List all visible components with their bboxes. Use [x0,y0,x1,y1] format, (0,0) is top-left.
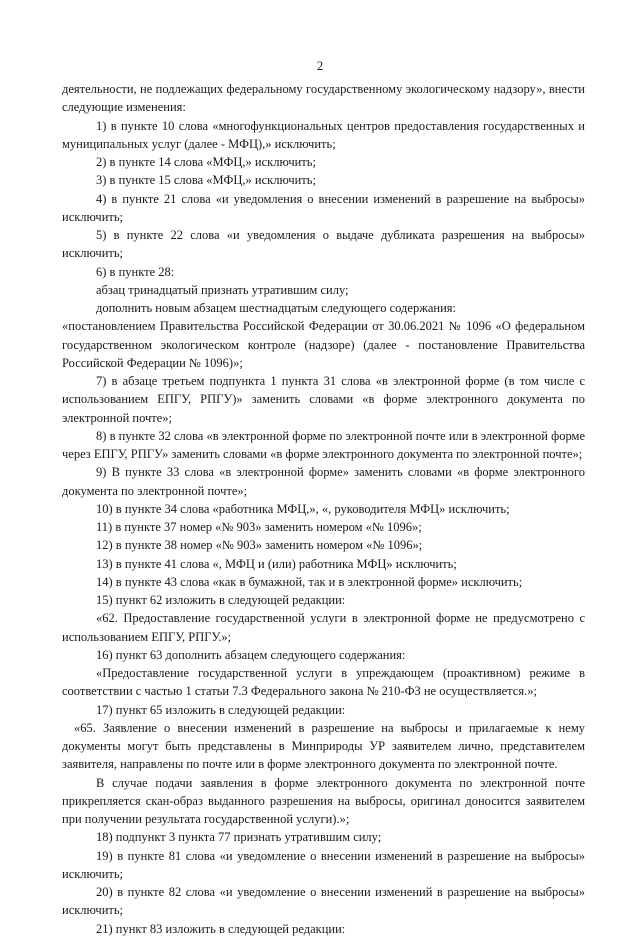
paragraph: В случае подачи заявления в форме электронного документа по электронной почте прикрепляется скан-образ выданного разрешения на выбросы, оригинал доносится заявителем при получении результата государственной услуги).»; [62,775,585,826]
paragraph: «62. Предоставление государственной услуги в электронной форме не предусмотрено с использованием ЕПГУ, РПГУ.»; [62,611,585,644]
paragraph: 3) в пункте 15 слова «МФЦ,» исключить; [96,173,316,188]
paragraph: абзац тринадцатый признать утратившим силу; [96,282,349,297]
paragraph: 17) пункт 65 изложить в следующей редакции: [96,702,346,717]
document-body [62,80,585,938]
paragraph: 8) в пункте 32 слова «в электронной форме по электронной почте или в электронной форме через ЕПГУ, РПГУ» заменить словами «в форме электронного документа по электронной почте»; [62,428,585,461]
paragraph: 19) в пункте 81 слова «и уведомление о внесении изменений в разрешение на выбросы» исключить; [62,848,585,881]
paragraph: 10) в пункте 34 слова «работника МФЦ,», «, руководителя МФЦ» исключить; [96,501,510,516]
page-number: 2 [316,58,324,73]
paragraph: 5) в пункте 22 слова «и уведомления о выдаче дубликата разрешения на выбросы» исключить; [62,228,585,261]
paragraph: 20) в пункте 82 слова «и уведомление о внесении изменений в разрешение на выбросы» исключить; [62,885,585,918]
paragraph: 11) в пункте 37 номер «№ 903» заменить номером «№ 1096»; [96,520,422,534]
paragraph: 9) В пункте 33 слова «в электронной форме» заменить словами «в форме электронного документа по электронной почте»; [62,465,585,498]
paragraph: 14) в пункте 43 слова «как в бумажной, так и в электронной форме» исключить; [96,574,523,589]
paragraph: 15) пункт 62 изложить в следующей редакции: [96,593,346,607]
paragraph: «постановлением Правительства Российской Федерации от 30.06.2021 № 1096 «О федеральном государственном экологическом контроле (надзоре) (далее - постановление Правительства Российской Федерации № 1096)»; [62,319,585,370]
paragraph: деятельности, не подлежащих федеральному государственному экологическому надзору», внести следующие изменения: [62,82,585,115]
paragraph: 7) в абзаце третьем подпункта 1 пункта 31 слова «в электронной форме (в том числе с использованием ЕПГУ, РПГУ)» заменить словами «в форме электронного документа по электронной почте»; [62,374,585,425]
paragraph: 6) в пункте 28: [96,264,175,279]
paragraph: 13) в пункте 41 слова «, МФЦ и (или) работника МФЦ» исключить; [96,556,457,571]
paragraph: 2) в пункте 14 слова «МФЦ,» исключить; [96,155,316,169]
paragraph: 16) пункт 63 дополнить абзацем следующего содержания: [96,647,406,662]
paragraph: 12) в пункте 38 номер «№ 903» заменить номером «№ 1096»; [96,538,423,553]
paragraph: 1) в пункте 10 слова «многофункциональных центров предоставления государственных и муниципальных услуг (далее - МФЦ),» исключить; [62,118,585,151]
paragraph: 21) пункт 83 изложить в следующей редакции: [96,921,346,936]
paragraph: дополнить новым абзацем шестнадцатым следующего содержания: [96,301,456,315]
paragraph: «Предоставление государственной услуги в упреждающем (проактивном) режиме в соответствии с частью 1 статьи 7.3 Федерального закона № 210-ФЗ не осуществляется.»; [62,666,585,699]
paragraph: 4) в пункте 21 слова «и уведомления о внесении изменений в разрешение на выбросы» исключить; [62,191,585,224]
paragraph: 18) подпункт 3 пункта 77 признать утратившим силу; [96,830,382,845]
paragraph: «65. Заявление о внесении изменений в разрешение на выбросы и прилагаемые к нему документы могут быть представлены в Минприроды УР заявителем лично, представителем заявителя, направлены по почте или в форме электронного документа по электронной почте. [62,720,585,772]
